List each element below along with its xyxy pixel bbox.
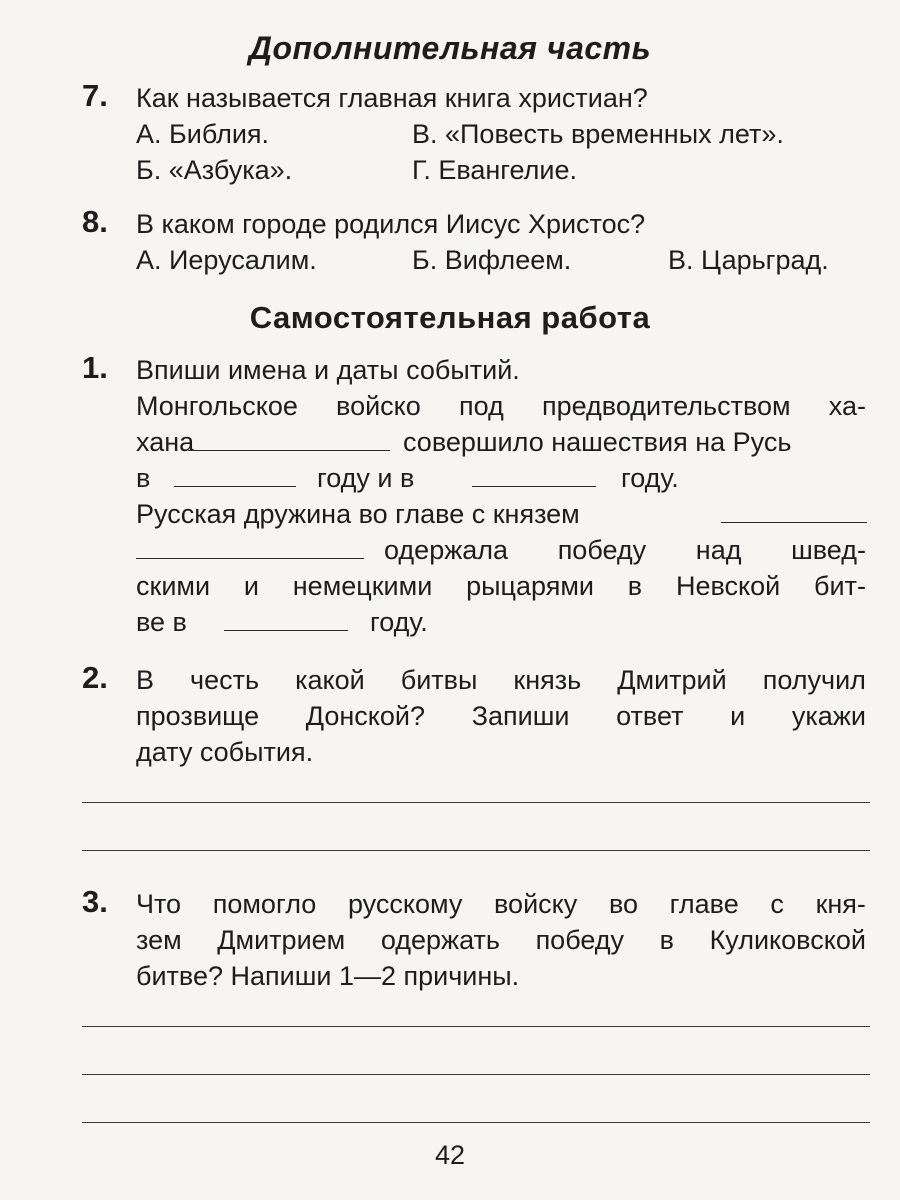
answer-line[interactable] — [82, 1122, 870, 1123]
task-number-2: 2. — [82, 660, 108, 695]
word: ха- — [828, 391, 866, 421]
word: Куликовской — [709, 925, 866, 955]
word: Запиши — [471, 701, 570, 731]
question-8-option-v: В. Царьград. — [668, 245, 829, 275]
word: одержать — [380, 925, 500, 955]
word: Что — [136, 889, 182, 919]
word: швед- — [791, 535, 866, 565]
word: победу — [557, 535, 647, 565]
word: прозвище — [136, 701, 260, 731]
word: с — [770, 889, 784, 919]
page-number: 42 — [434, 1140, 466, 1170]
task-1-line-4b: году и в — [317, 463, 415, 493]
word: князь — [513, 665, 582, 695]
word: зем — [136, 925, 182, 955]
word: укажи — [791, 701, 866, 731]
question-7-text: Как называется главная книга христиан? — [136, 83, 648, 113]
question-number-7: 7. — [82, 78, 108, 113]
question-7-option-v: В. «Повесть временных лет». — [412, 119, 784, 149]
task-1-line-7 — [136, 568, 866, 604]
question-number-8: 8. — [82, 204, 108, 239]
task-3-line-3: битве? Напиши 1—2 причины. — [136, 961, 520, 991]
section-title-additional: Дополнительная часть — [248, 30, 652, 66]
blank-prince-name-a[interactable] — [721, 500, 867, 523]
word: под — [459, 391, 504, 421]
answer-line[interactable] — [82, 1074, 870, 1075]
question-7-option-a: А. Библия. — [136, 119, 270, 149]
word: честь — [190, 665, 260, 695]
task-2-line-2 — [136, 698, 866, 734]
task-1-line-2 — [136, 388, 866, 424]
answer-line[interactable] — [82, 1026, 870, 1027]
task-3-line-2 — [136, 922, 866, 958]
word: в — [627, 571, 643, 601]
word: победу — [535, 925, 625, 955]
word: кня- — [815, 889, 866, 919]
task-1-line-5: Русская дружина во главе с князем — [136, 499, 580, 529]
task-3-line-1 — [136, 886, 866, 922]
word: над — [695, 535, 742, 565]
word: Дмитрий — [617, 665, 727, 695]
section-title-independent-work: Самостоятельная работа — [249, 300, 651, 335]
blank-year-2[interactable] — [472, 464, 596, 487]
task-1-line-3b: совершило нашествия на Русь — [403, 427, 792, 457]
question-8-option-a: А. Иерусалим. — [136, 245, 317, 275]
task-1-line-8b: году. — [370, 607, 428, 637]
task-number-3: 3. — [82, 884, 108, 919]
question-7-option-g: Г. Евангелие. — [412, 155, 578, 185]
blank-year-1[interactable] — [174, 464, 296, 487]
word: ответ — [616, 701, 684, 731]
task-2-line-3: дату события. — [136, 737, 314, 767]
word: Невской — [675, 571, 781, 601]
word: помогло — [212, 889, 317, 919]
task-2-line-1 — [136, 662, 866, 698]
word: одержала — [384, 535, 509, 565]
word: в — [659, 925, 674, 955]
word: русскому — [347, 889, 463, 919]
blank-battle-year[interactable] — [224, 608, 348, 631]
task-1-line-8a: ве в — [136, 607, 187, 637]
task-1-line-6 — [384, 532, 866, 568]
word: бит- — [814, 571, 866, 601]
task-1-instruction: Впиши имена и даты событий. — [136, 355, 520, 385]
word: и — [730, 701, 746, 731]
blank-khan-name[interactable] — [188, 428, 390, 451]
word: главе — [669, 889, 739, 919]
word: войску — [494, 889, 578, 919]
word: и — [243, 571, 259, 601]
word: битвы — [400, 665, 478, 695]
question-8-text: В каком городе родился Иисус Христос? — [136, 209, 646, 239]
word: какой — [295, 665, 365, 695]
word: немецкими — [292, 571, 433, 601]
word: рыцарями — [466, 571, 594, 601]
word: получил — [762, 665, 866, 695]
answer-line[interactable] — [82, 802, 870, 803]
blank-prince-name-b[interactable] — [136, 536, 364, 559]
word: войско — [336, 391, 421, 421]
word: предводительством — [541, 391, 791, 421]
word: скими — [136, 571, 211, 601]
answer-line[interactable] — [82, 850, 870, 851]
word: Монгольское — [136, 391, 298, 421]
question-7-option-b: Б. «Азбука». — [136, 155, 293, 185]
word: Дмитрием — [217, 925, 346, 955]
task-1-line-4c: году. — [621, 463, 679, 493]
task-number-1: 1. — [82, 350, 108, 385]
word: во — [608, 889, 638, 919]
task-1-line-3a: хана — [136, 427, 195, 457]
word: Донской? — [305, 701, 426, 731]
question-8-option-b: Б. Вифлеем. — [412, 245, 572, 275]
word: В — [136, 665, 155, 695]
task-1-line-4a: в — [136, 463, 151, 493]
